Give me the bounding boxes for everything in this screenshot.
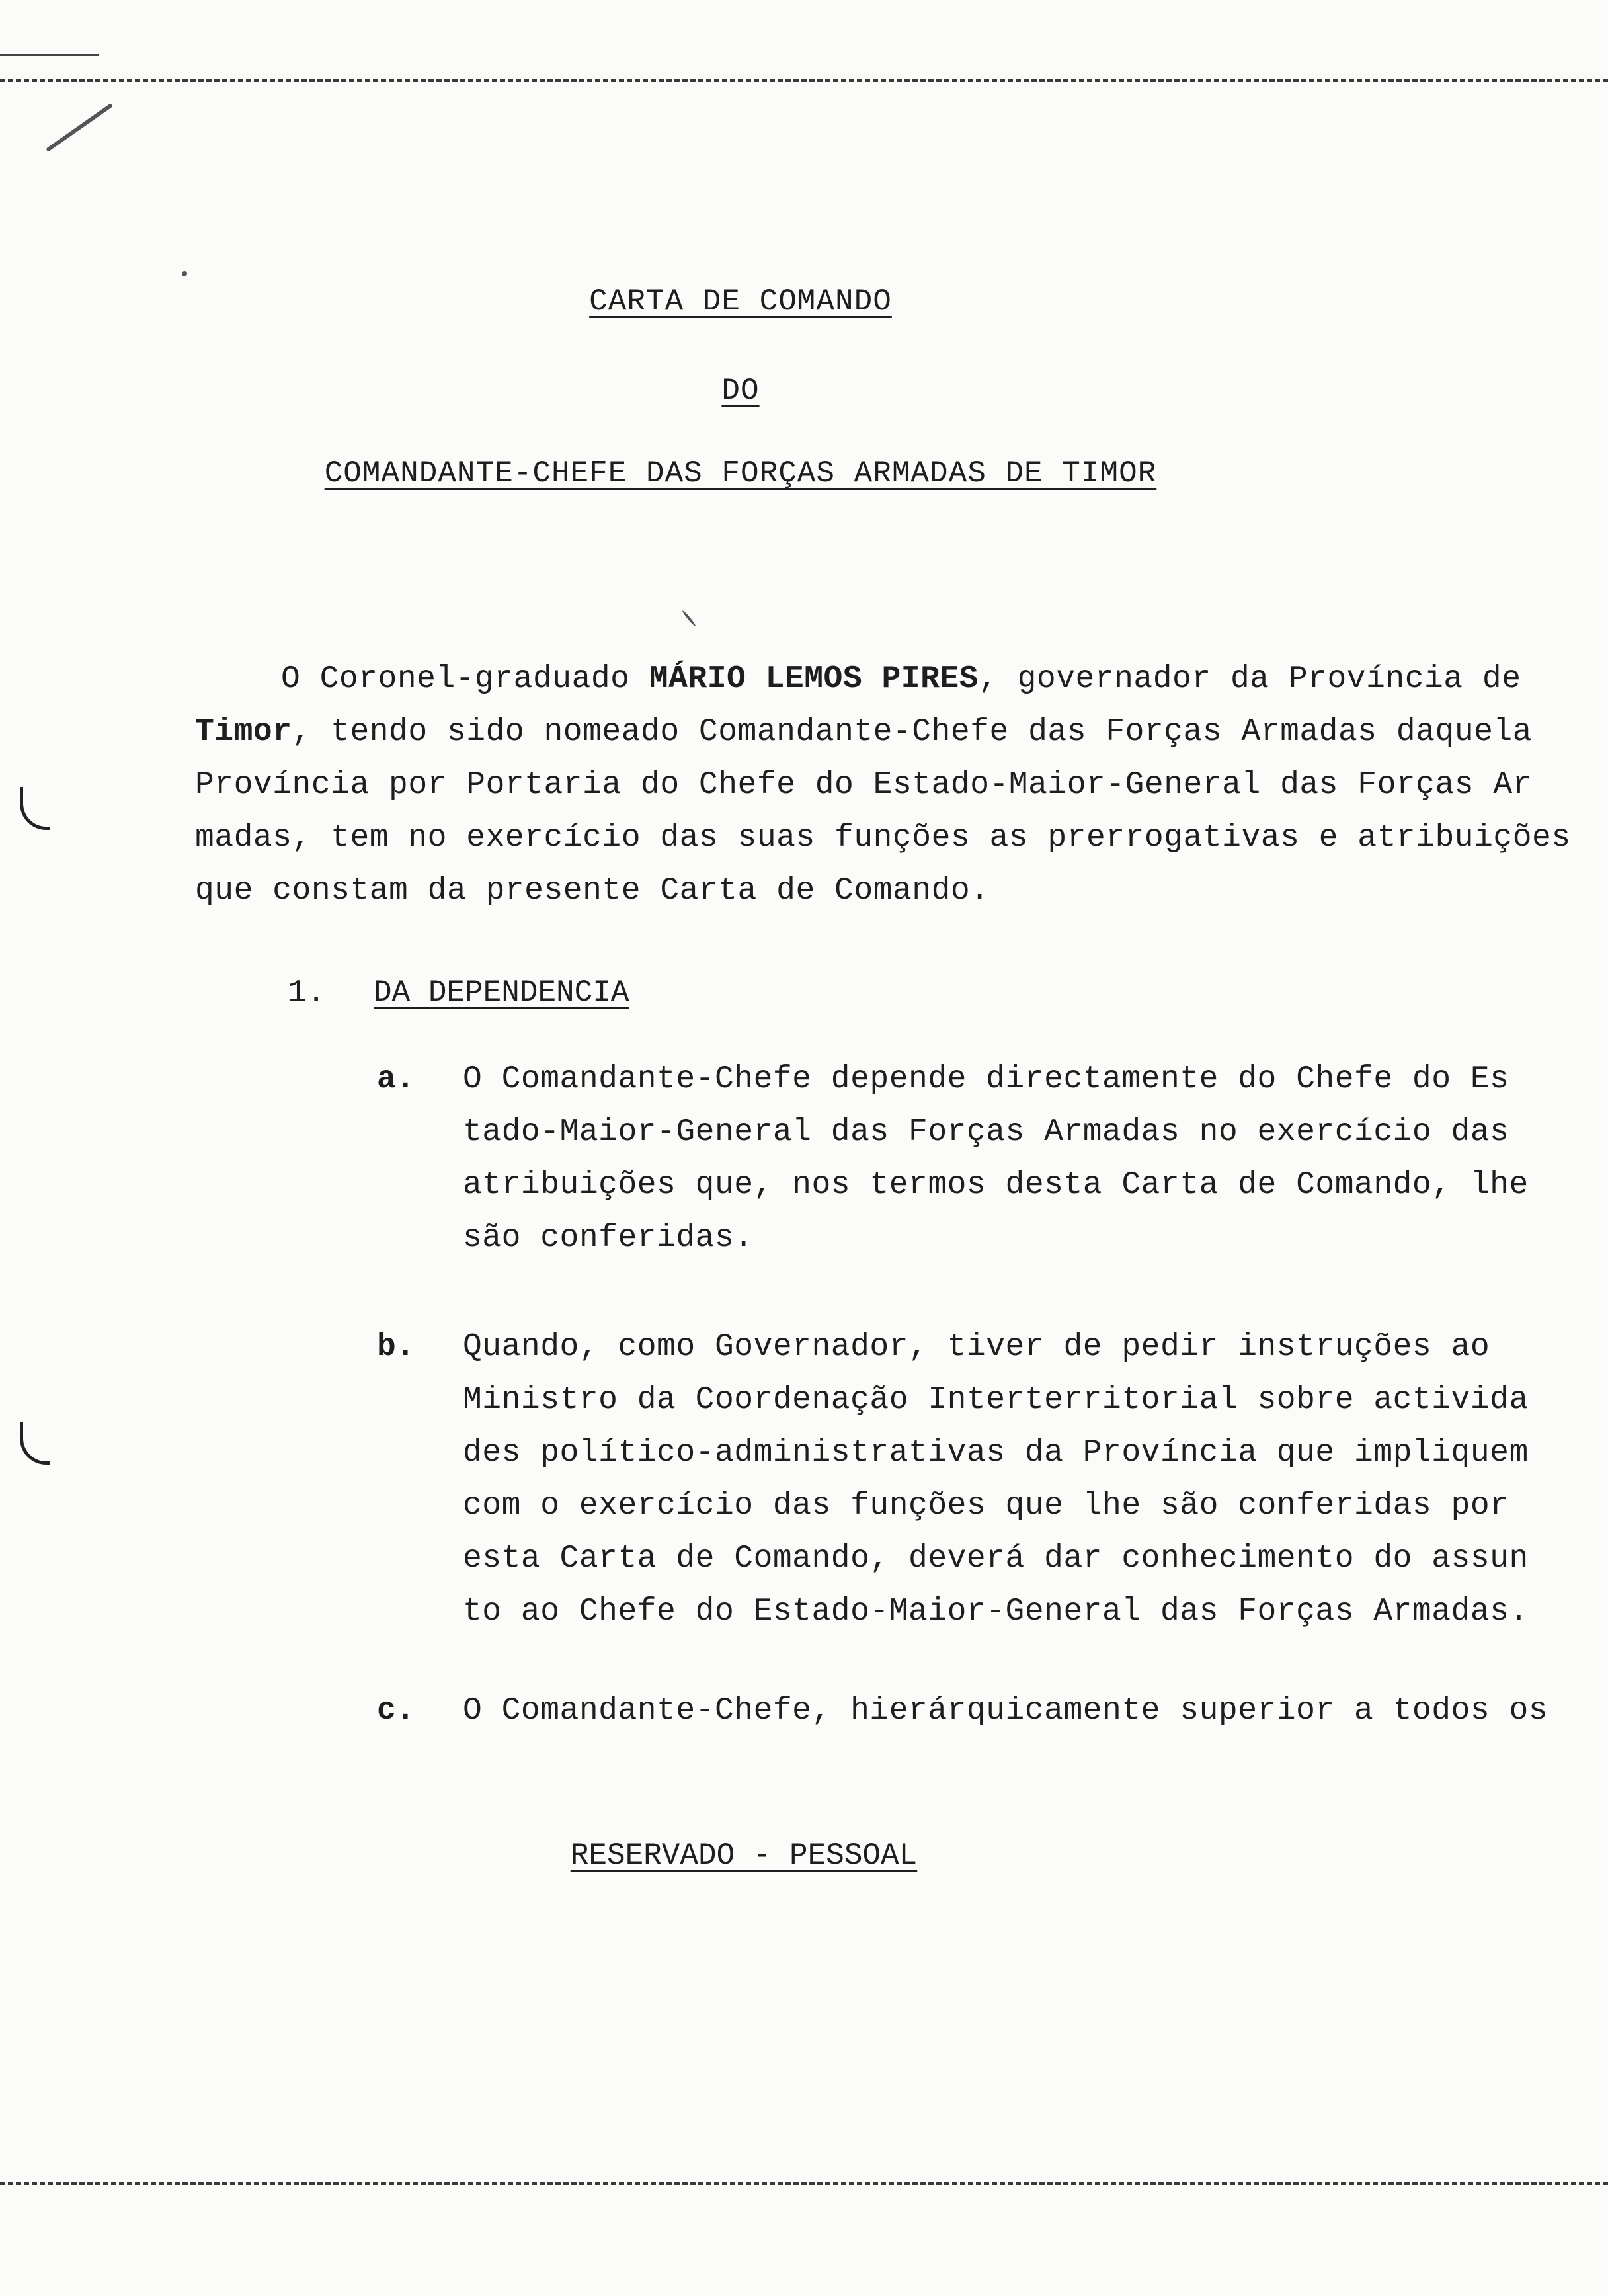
item-a-line: são conferidas. <box>463 1220 754 1256</box>
item-c-marker: c. <box>377 1693 415 1729</box>
intro-line-3: Província por Portaria do Chefe do Estado-Maior-General das Forças Ar <box>195 767 1533 803</box>
item-b-line: des político-administrativas da Província que impliquem <box>463 1435 1529 1471</box>
top-dashed-rule <box>0 79 1608 82</box>
scan-mark <box>20 1422 50 1465</box>
heading-commander: COMANDANTE-CHEFE DAS FORÇAS ARMADAS DE TIMOR <box>324 456 1157 491</box>
item-b-line: com o exercício das funções que lhe são conferidas por <box>463 1488 1509 1524</box>
governor-name: MÁRIO LEMOS PIRES <box>649 661 979 697</box>
section-number: 1. <box>288 975 326 1011</box>
item-c-line: O Comandante-Chefe, hierárquicamente superior a todos os <box>463 1693 1548 1729</box>
scan-mark <box>20 787 50 830</box>
intro-line-2 <box>195 714 1532 750</box>
item-b-marker: b. <box>377 1329 415 1365</box>
item-b-line: to ao Chefe do Estado-Maior-General das Forças Armadas. <box>463 1594 1529 1629</box>
bottom-dashed-rule <box>0 2182 1608 2185</box>
heading-of: DO <box>721 374 760 408</box>
heading-title: CARTA DE COMANDO <box>589 284 892 319</box>
item-b-line: esta Carta de Comando, deverá dar conhecimento do assun <box>463 1541 1529 1577</box>
item-b-line: Ministro da Coordenação Interterritorial sobre activida <box>463 1382 1529 1418</box>
scan-mark <box>46 103 113 152</box>
scan-mark <box>682 610 696 627</box>
intro-line-5: que constam da presente Carta de Comando. <box>195 873 990 909</box>
item-a-line: tado-Maior-General das Forças Armadas no exercício das <box>463 1114 1509 1150</box>
intro-line-4: madas, tem no exercício das suas funções as prerrogativas e atribuições <box>195 820 1571 856</box>
item-a-line: O Comandante-Chefe depende directamente do Chefe do Es <box>463 1061 1509 1097</box>
item-b-line: Quando, como Governador, tiver de pedir instruções ao <box>463 1329 1490 1365</box>
classification-footer: RESERVADO - PESSOAL <box>570 1838 918 1873</box>
intro-text: O Coronel-graduado <box>281 661 649 697</box>
province-name: Timor <box>195 714 292 750</box>
intro-line-1 <box>281 661 1521 697</box>
intro-text: , governador da Província de <box>978 661 1521 697</box>
scan-mark <box>182 271 187 276</box>
section-title: DA DEPENDENCIA <box>374 975 629 1010</box>
intro-text: , tendo sido nomeado Comandante-Chefe das Forças Armadas daquela <box>292 714 1533 750</box>
item-a-marker: a. <box>377 1061 415 1097</box>
top-left-rule <box>0 54 99 56</box>
item-a-line: atribuições que, nos termos desta Carta de Comando, lhe <box>463 1167 1529 1203</box>
